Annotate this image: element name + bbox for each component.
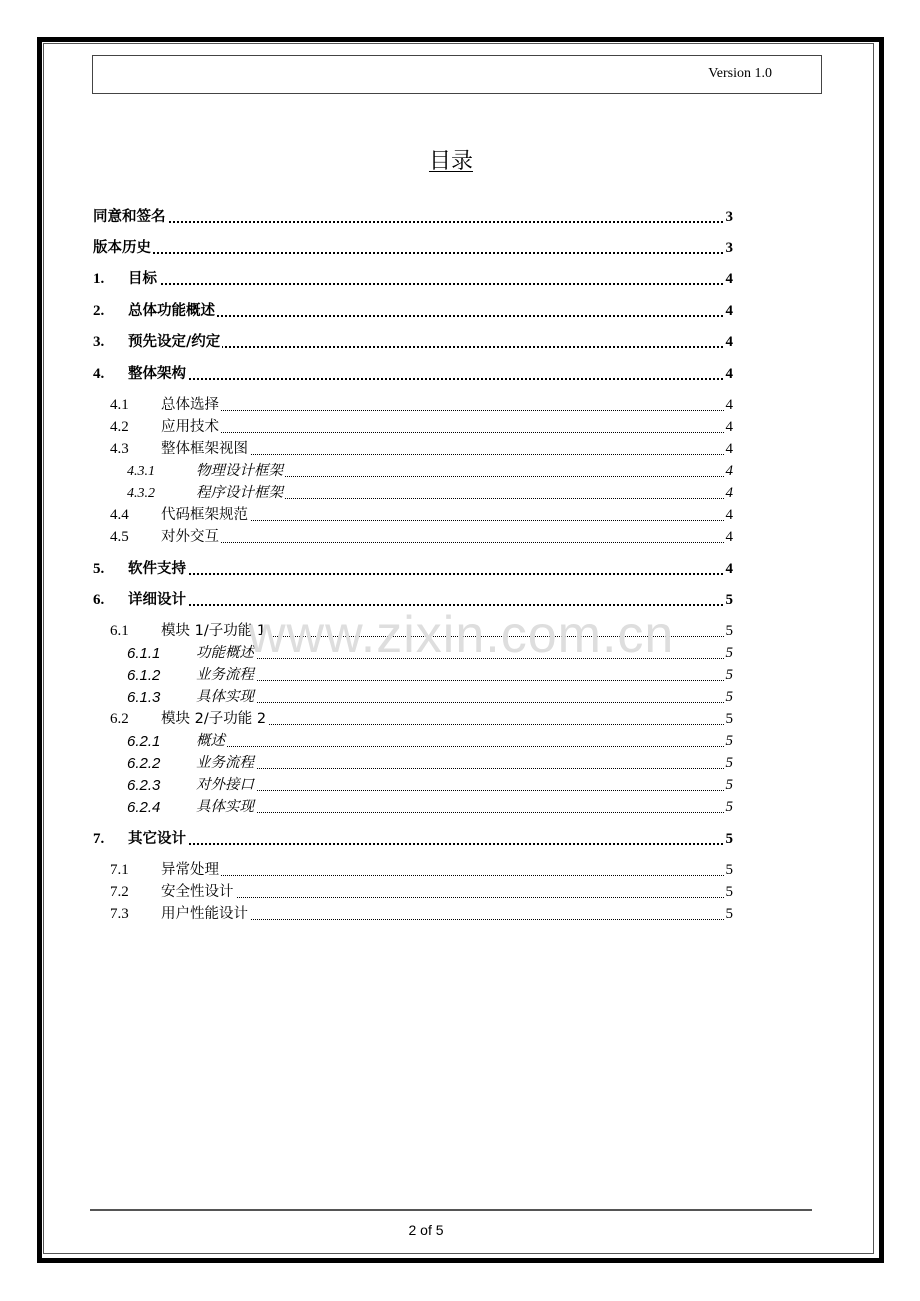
toc-entry-page: 4 xyxy=(725,507,733,523)
dot-leader xyxy=(150,252,730,254)
toc-entry-number: 6.2.4 xyxy=(127,799,161,816)
dot-leader xyxy=(170,454,730,455)
toc-entry-page: 5 xyxy=(725,777,733,793)
toc-entry-number: 6.1.3 xyxy=(127,689,161,706)
toc-entry-page: 5 xyxy=(725,831,733,847)
dot-leader xyxy=(150,315,730,317)
toc-entry[interactable] xyxy=(0,776,920,796)
dot-leader xyxy=(170,432,730,433)
toc-entry-page: 4 xyxy=(725,419,733,435)
toc-entry-number: 4.4 xyxy=(110,507,129,523)
toc-entry-number: 4.3.2 xyxy=(127,486,155,501)
toc-entry-page: 5 xyxy=(725,623,733,639)
toc-entry-title: 对外交互 xyxy=(161,525,221,546)
toc-entry-page: 5 xyxy=(725,711,733,727)
toc-entry-page: 5 xyxy=(725,645,733,661)
dot-leader xyxy=(150,346,730,348)
toc-entry[interactable] xyxy=(0,208,920,228)
dot-leader xyxy=(170,520,730,521)
toc-entry-title: 用户性能设计 xyxy=(161,902,250,923)
toc-entry[interactable] xyxy=(0,710,920,730)
dot-leader xyxy=(150,573,730,575)
toc-entry-number: 5. xyxy=(93,561,105,577)
toc-entry[interactable] xyxy=(0,644,920,664)
toc-entry-title: 具体实现 xyxy=(196,795,256,816)
footer-divider xyxy=(90,1209,812,1211)
toc-entry-page: 5 xyxy=(725,799,733,815)
toc-heading xyxy=(0,144,902,175)
toc-entry-number: 4.2 xyxy=(110,419,129,435)
toc-entry-title: 模块 2/子功能 2 xyxy=(161,707,268,728)
toc-entry-page: 5 xyxy=(725,689,733,705)
toc-entry-page: 5 xyxy=(725,906,733,922)
toc-entry-number: 6.2.2 xyxy=(127,755,161,772)
toc-entry-title: 程序设计框架 xyxy=(196,481,285,502)
toc-entry-number: 6. xyxy=(93,592,105,608)
toc-entry-number: 4. xyxy=(93,366,105,382)
toc-entry-page: 5 xyxy=(725,667,733,683)
dot-leader xyxy=(170,897,730,898)
toc-entry[interactable] xyxy=(0,462,920,482)
toc-entry[interactable] xyxy=(0,396,920,416)
toc-entry[interactable] xyxy=(0,754,920,774)
dot-leader xyxy=(170,919,730,920)
toc-entry-page: 5 xyxy=(725,755,733,771)
toc-entry-title: 总体功能概述 xyxy=(128,299,217,320)
toc-entry[interactable] xyxy=(0,666,920,686)
toc-entry[interactable] xyxy=(0,333,920,353)
dot-leader xyxy=(200,812,730,813)
toc-entry[interactable] xyxy=(0,418,920,438)
toc-entry-title: 整体架构 xyxy=(128,362,188,383)
toc-entry-page: 5 xyxy=(725,592,733,608)
dot-leader xyxy=(170,542,730,543)
dot-leader xyxy=(200,790,730,791)
toc-title: 目录 xyxy=(428,148,473,173)
toc-entry-page: 4 xyxy=(725,441,733,457)
toc-entry-page: 4 xyxy=(725,529,733,545)
toc-entry-title: 概述 xyxy=(196,729,227,750)
dot-leader xyxy=(150,378,730,380)
toc-entry-page: 4 xyxy=(725,271,733,287)
toc-entry-title: 对外接口 xyxy=(196,773,256,794)
toc-entry-page: 4 xyxy=(725,334,733,350)
watermark: www.zixin.com.cn xyxy=(248,606,675,664)
toc-entry-title: 代码框架规范 xyxy=(161,503,250,524)
toc-entry-number: 3. xyxy=(93,334,105,350)
toc-entry-page: 4 xyxy=(725,303,733,319)
toc-entry[interactable] xyxy=(0,365,920,385)
toc-entry[interactable] xyxy=(0,506,920,526)
toc-entry-title: 具体实现 xyxy=(196,685,256,706)
page-number: 2 of 5 xyxy=(408,1222,444,1238)
toc-entry-title: 业务流程 xyxy=(196,751,256,772)
toc-entry-title: 同意和签名 xyxy=(93,205,168,226)
toc-entry[interactable] xyxy=(0,239,920,259)
toc-entry[interactable] xyxy=(0,591,920,611)
toc-entry[interactable] xyxy=(0,560,920,580)
toc-entry[interactable] xyxy=(0,484,920,504)
toc-entry-number: 6.2.3 xyxy=(127,777,161,794)
page-header xyxy=(92,55,822,94)
toc-entry-page: 4 xyxy=(725,561,733,577)
toc-entry-title: 安全性设计 xyxy=(161,880,236,901)
toc-entry-title: 应用技术 xyxy=(161,415,221,436)
dot-leader xyxy=(150,604,730,606)
toc-entry-number: 6.1 xyxy=(110,623,129,639)
toc-entry-title: 详细设计 xyxy=(128,588,188,609)
toc-entry[interactable] xyxy=(0,270,920,290)
toc-entry[interactable] xyxy=(0,798,920,818)
dot-leader xyxy=(200,680,730,681)
toc-entry-title: 功能概述 xyxy=(196,641,256,662)
toc-entry-page: 4 xyxy=(725,485,733,501)
toc-entry[interactable] xyxy=(0,861,920,881)
toc-entry-title: 物理设计框架 xyxy=(196,459,285,480)
toc-entry[interactable] xyxy=(0,622,920,642)
toc-entry[interactable] xyxy=(0,440,920,460)
dot-leader xyxy=(200,768,730,769)
toc-entry[interactable] xyxy=(0,732,920,752)
dot-leader xyxy=(200,702,730,703)
toc-entry-number: 4.5 xyxy=(110,529,129,545)
toc-entry-number: 7.1 xyxy=(110,862,129,878)
toc-entry-number: 7.2 xyxy=(110,884,129,900)
toc-entry-number: 4.3.1 xyxy=(127,464,155,479)
toc-entry-number: 6.2 xyxy=(110,711,129,727)
dot-leader xyxy=(200,658,730,659)
toc-entry-title: 其它设计 xyxy=(128,827,188,848)
toc-entry-title: 软件支持 xyxy=(128,557,188,578)
toc-entry-number: 7. xyxy=(93,831,105,847)
dot-leader xyxy=(170,410,730,411)
toc-entry-page: 5 xyxy=(725,884,733,900)
toc-entry[interactable] xyxy=(0,302,920,322)
toc-entry-title: 异常处理 xyxy=(161,858,221,879)
toc-entry-title: 版本历史 xyxy=(93,236,153,257)
toc-entry-title: 模块 1/子功能 1 xyxy=(161,619,268,640)
toc-entry[interactable] xyxy=(0,883,920,903)
toc-entry-title: 总体选择 xyxy=(161,393,221,414)
version-label: Version 1.0 xyxy=(708,66,772,81)
toc-entry-title: 整体框架视图 xyxy=(161,437,250,458)
toc-entry-number: 6.1.2 xyxy=(127,667,161,684)
dot-leader xyxy=(150,221,730,223)
toc-entry-number: 6.1.1 xyxy=(127,645,161,662)
toc-entry-number: 1. xyxy=(93,271,105,287)
toc-entry[interactable] xyxy=(0,905,920,925)
toc-entry-title: 预先设定/约定 xyxy=(128,330,222,351)
toc-entry[interactable] xyxy=(0,830,920,850)
toc-entry[interactable] xyxy=(0,528,920,548)
toc-entry[interactable] xyxy=(0,688,920,708)
toc-entry-page: 4 xyxy=(725,397,733,413)
toc-entry-page: 3 xyxy=(725,209,733,225)
toc-entry-number: 6.2.1 xyxy=(127,733,161,750)
toc-entry-title: 目标 xyxy=(128,267,159,288)
toc-entry-page: 3 xyxy=(725,240,733,256)
toc-entry-number: 4.3 xyxy=(110,441,129,457)
toc-entry-number: 2. xyxy=(93,303,105,319)
toc-entry-page: 4 xyxy=(725,463,733,479)
toc-entry-number: 7.3 xyxy=(110,906,129,922)
toc-entry-title: 业务流程 xyxy=(196,663,256,684)
toc-entry-number: 4.1 xyxy=(110,397,129,413)
toc-entry-page: 5 xyxy=(725,733,733,749)
dot-leader xyxy=(170,875,730,876)
dot-leader xyxy=(200,746,730,747)
dot-leader xyxy=(150,283,730,285)
dot-leader xyxy=(150,843,730,845)
toc-entry-page: 5 xyxy=(725,862,733,878)
toc-entry-page: 4 xyxy=(725,366,733,382)
